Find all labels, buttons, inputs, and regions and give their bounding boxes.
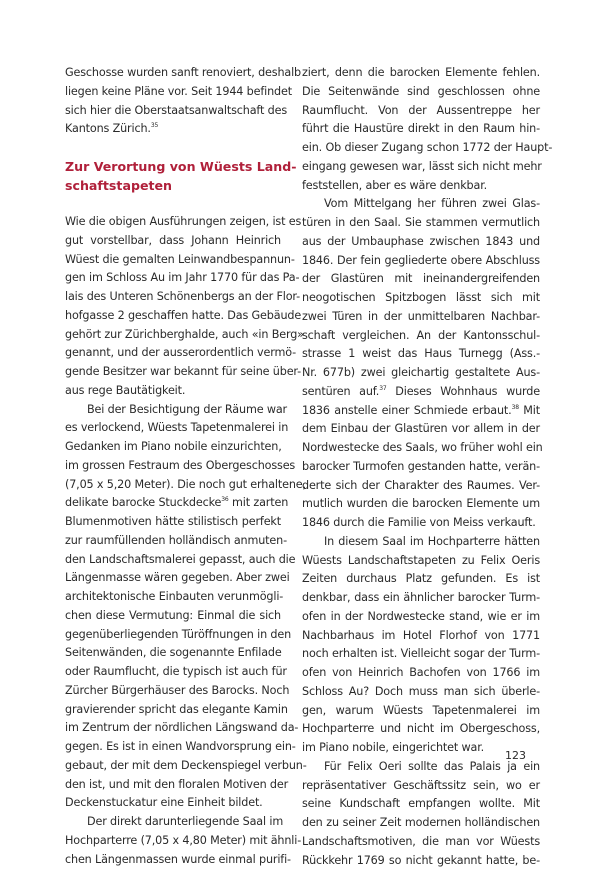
paragraph (65, 813, 281, 869)
text-line: Wüest die gemalten Leinwandbespannun- (65, 251, 281, 270)
text-line: derte sich der Charakter des Raumes. Ver- (302, 477, 540, 496)
text-line: denkbar, dass ein ähnlicher barocker Turm- (302, 589, 540, 608)
text-line: barocker Turmofen gestanden hatte, verän- (302, 458, 540, 477)
text-line: chen Längenmassen wurde einmal purifi- (65, 851, 281, 870)
text-line: 1846. Der fein gegliederte obere Abschluss (302, 252, 540, 271)
text-line: Für Felix Oeri sollte das Palais ja ein (302, 758, 540, 777)
text-line: Hochparterre (7,05 x 4,80 Meter) mit ähnli- (65, 832, 281, 851)
text: sentüren auf. (302, 385, 379, 398)
paragraph (302, 758, 540, 870)
text-line: sich hier die Oberstaatsanwaltschaft des (65, 102, 281, 121)
text-line: Seitenwänden, die sogenannte Enfilade (65, 644, 281, 663)
text-line: gegen. Es ist in einen Wandvorsprung ein- (65, 738, 281, 757)
text-line: eingang gewesen war, lässt sich nicht mehr (302, 158, 540, 177)
footnote-marker: 36 (221, 496, 228, 503)
text-line: Rückkehr 1769 so nicht gekannt hatte, be- (302, 852, 540, 870)
text-line: ein. Ob dieser Zugang schon 1772 der Haupt- (302, 139, 540, 158)
text-line: gen im Schloss Au im Jahr 1770 für das Pa- (65, 269, 281, 288)
text-line: den ist, und mit den floralen Motiven der (65, 776, 281, 795)
text: Dieses Wohnhaus wurde (387, 385, 540, 398)
left-column (65, 64, 281, 869)
text-line: aus der Umbauphase zwischen 1843 und (302, 233, 540, 252)
text-line: zwei Türen in der unmittelbaren Nachbar- (302, 308, 540, 327)
text-line: architektonische Einbauten verunmögli- (65, 588, 281, 607)
text-line: im grossen Festraum des Obergeschosses (65, 457, 281, 476)
text-line: ziert, denn die barocken Elemente fehlen. (302, 64, 540, 83)
text-line: Nr. 677b) zwei gleichartig gestaltete Aus- (302, 364, 540, 383)
text-line: Zürcher Bürgerhäuser des Barocks. Noch (65, 682, 281, 701)
text-line: gegenüberliegenden Türöffnungen in den (65, 626, 281, 645)
text-line: Nachbarhaus im Hotel Florhof von 1771 (302, 627, 540, 646)
text-line: Geschosse wurden sanft renoviert, deshalb (65, 64, 281, 83)
text-line: gende Besitzer war bekannt für seine über- (65, 363, 281, 382)
text-line: Schloss Au? Doch muss man sich überle- (302, 683, 540, 702)
text-line: Bei der Besichtigung der Räume war (65, 401, 281, 420)
text-line: seine Kundschaft empfangen wollte. Mit (302, 795, 540, 814)
text-line: Raumflucht. Von der Aussentreppe her (302, 102, 540, 121)
text-line: schaft vergleichen. An der Kantonsschul- (302, 327, 540, 346)
text-line (302, 383, 540, 402)
text-line: Wüests Landschaftstapeten zu Felix Oeris (302, 552, 540, 571)
paragraph (302, 195, 540, 533)
heading-line: schaftstapeten (65, 176, 281, 195)
footnote-marker: 37 (379, 385, 386, 392)
text-line: oder Raumflucht, die typisch ist auch für (65, 663, 281, 682)
text-line: Nordwestecke des Saals, wo früher wohl ein (302, 439, 540, 458)
text-line: mutlich wurden die barocken Elemente um (302, 495, 540, 514)
paragraph (65, 401, 281, 814)
text-line: strasse 1 weist das Haus Turnegg (Ass.- (302, 345, 540, 364)
text-line: gut vorstellbar, dass Johann Heinrich (65, 232, 281, 251)
text-line (302, 402, 540, 421)
text-line: im Piano nobile, eingerichtet war. (302, 739, 540, 758)
text-line: Landschaftsmotiven, die man vor Wüests (302, 833, 540, 852)
text-line (65, 494, 281, 513)
text-line: repräsentativer Geschäftssitz sein, wo er (302, 777, 540, 796)
text-line: chen diese Vermutung: Einmal die sich (65, 607, 281, 626)
text-line: aus rege Bautätigkeit. (65, 382, 281, 401)
text: Mit (519, 404, 540, 417)
text-line: 1846 durch die Familie von Meiss verkauft. (302, 514, 540, 533)
text: Kantons Zürich. (65, 122, 151, 135)
text-line: hofgasse 2 geschaffen hatte. Das Gebäude (65, 307, 281, 326)
page-number: 123 (505, 749, 526, 762)
text-line: gebaut, der mit dem Deckenspiegel verbun- (65, 757, 281, 776)
text: delikate barocke Stuckdecke (65, 496, 221, 509)
text: 1836 anstelle einer Schmiede erbaut. (302, 404, 512, 417)
text-line: liegen keine Pläne vor. Seit 1944 befindet (65, 83, 281, 102)
text-line: zur raumfüllenden holländisch anmuten- (65, 532, 281, 551)
text-line: Vom Mittelgang her führen zwei Glas- (302, 195, 540, 214)
text-line: noch erhalten ist. Vielleicht sogar der Turm- (302, 645, 540, 664)
text-line: Hochparterre und nicht im Obergeschoss, (302, 720, 540, 739)
section-heading (65, 157, 281, 195)
text-line: ofen von Heinrich Bachofen von 1766 im (302, 664, 540, 683)
footnote-marker: 38 (512, 404, 519, 411)
text-line: gehört zur Zürichberghalde, auch «in Berg» (65, 326, 281, 345)
text-line: den Landschaftsmalerei gepasst, auch die (65, 551, 281, 570)
text-line: In diesem Saal im Hochparterre hätten (302, 533, 540, 552)
text-line: lais des Unteren Schönenbergs an der Flor- (65, 288, 281, 307)
text-line: gravierender spricht das elegante Kamin (65, 701, 281, 720)
text-line: im Zentrum der nördlichen Längswand da- (65, 719, 281, 738)
text-line (65, 120, 281, 139)
text-line: (7,05 x 5,20 Meter). Die noch gut erhaltene, (65, 476, 281, 495)
text-line: den zu seiner Zeit modernen holländischen (302, 814, 540, 833)
text-line: es verlockend, Wüests Tapetenmalerei in (65, 419, 281, 438)
text-line: führt die Haustüre direkt in den Raum hin- (302, 120, 540, 139)
text-line: Deckenstuckatur eine Einheit bildet. (65, 794, 281, 813)
text-line: Zeiten durchaus Platz gefunden. Es ist (302, 570, 540, 589)
text-line: neogotischen Spitzbogen lässt sich mit (302, 289, 540, 308)
paragraph (65, 64, 281, 139)
heading-line: Zur Verortung von Wüests Land- (65, 157, 281, 176)
text-line: türen in den Saal. Sie stammen vermutlich (302, 214, 540, 233)
text-line: Längenmasse wären gegeben. Aber zwei (65, 569, 281, 588)
paragraph (302, 64, 540, 195)
text: mit zarten (229, 496, 289, 509)
paragraph (65, 213, 281, 401)
footnote-marker: 35 (151, 122, 158, 129)
text-line: der Glastüren mit ineinandergreifenden (302, 270, 540, 289)
text-line: gen, warum Wüests Tapetenmalerei im (302, 702, 540, 721)
text-line: ofen in der Nordwestecke stand, wie er im (302, 608, 540, 627)
text-line: Der direkt darunterliegende Saal im (65, 813, 281, 832)
text-line: Gedanken im Piano nobile einzurichten, (65, 438, 281, 457)
text-line: Blumenmotiven hätte stilistisch perfekt (65, 513, 281, 532)
text-line: Wie die obigen Ausführungen zeigen, ist es (65, 213, 281, 232)
text-line: genannt, und der ausserordentlich vermö- (65, 344, 281, 363)
text-line: feststellen, aber es wäre denkbar. (302, 177, 540, 196)
text-line: dem Einbau der Glastüren vor allem in der (302, 420, 540, 439)
paragraph (302, 533, 540, 758)
text-line: Die Seitenwände sind geschlossen ohne (302, 83, 540, 102)
